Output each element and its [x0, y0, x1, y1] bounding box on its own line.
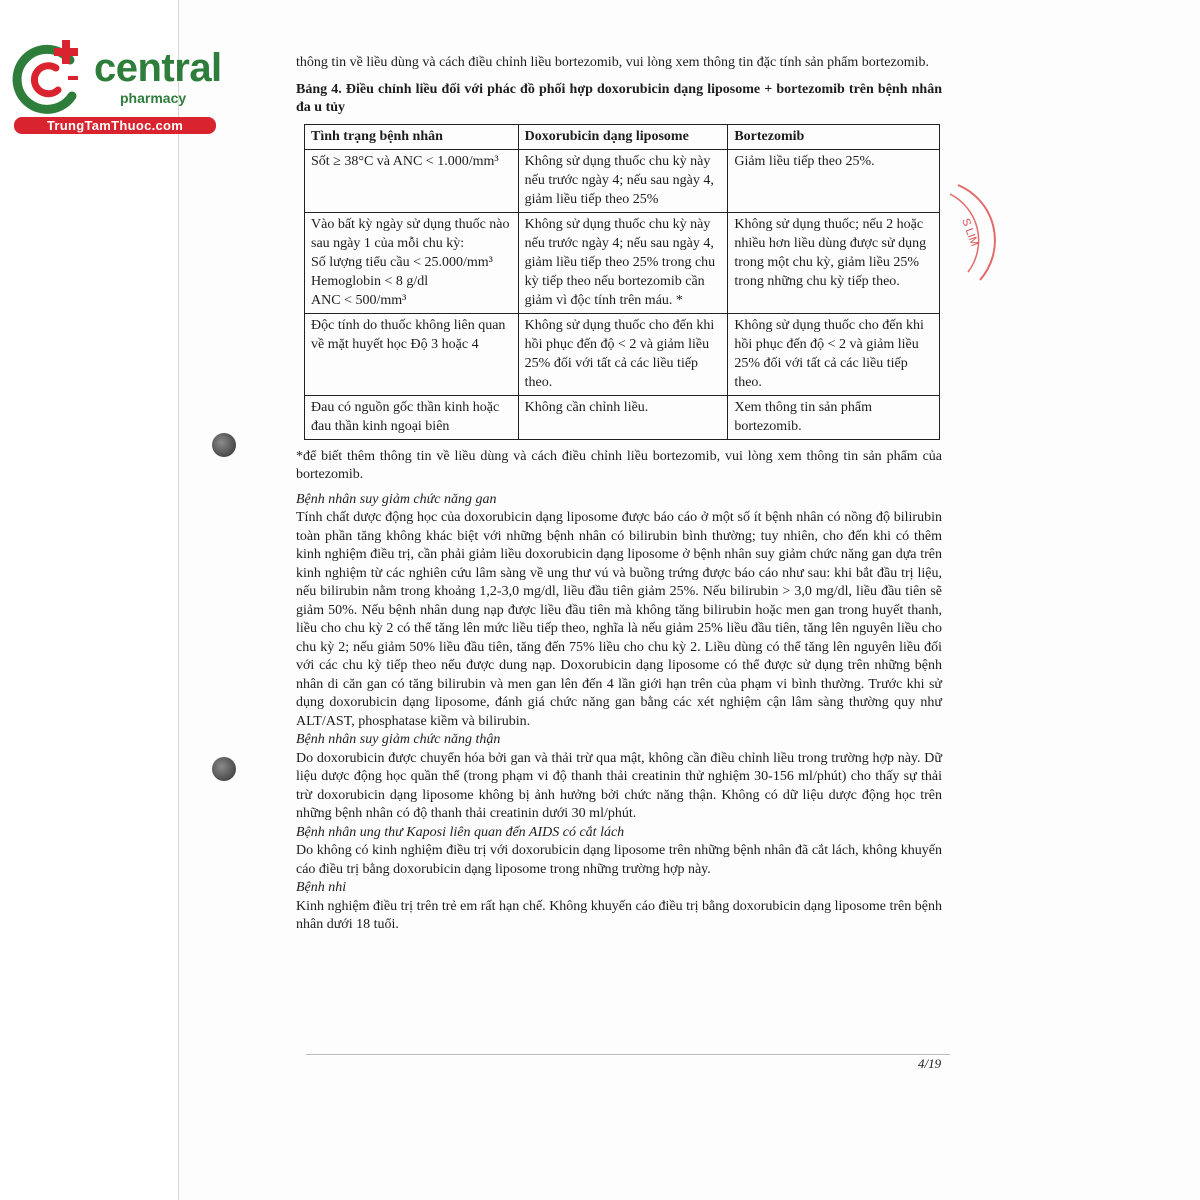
footer-divider — [306, 1054, 950, 1055]
header-patient-status: Tình trạng bệnh nhân — [305, 124, 519, 149]
section-title-renal: Bệnh nhân suy giảm chức năng thận — [296, 732, 501, 747]
stamp-text: S LIM — [959, 216, 981, 249]
section-title-hepatic: Bệnh nhân suy giảm chức năng gan — [296, 491, 497, 507]
logo-website: TrungTamThuoc.com — [14, 117, 216, 134]
status-line: ANC < 500/mm³ — [311, 292, 407, 308]
page-number: 4/19 — [918, 1056, 942, 1071]
cell-status — [305, 313, 519, 395]
section-body-renal: Do doxorubicin được chuyển hóa bởi gan và thải trừ qua mật, không cần điều chỉnh liều trong trường hợp này. Dữ liệu dược động học quần thể (trong phạm vi độ thanh thải creatinin thử nghiệm 30-156 ml/phút) cho thấy sự thải trừ doxorubicin dạng liposome không bị ảnh hưởng bởi chức năng thận. Không có dữ liệu dược động học trên những bệnh nhân có độ thanh thải creatinin dưới 30 ml/phút. — [296, 750, 942, 821]
cell-status — [305, 395, 519, 439]
status-line: Số lượng tiểu cầu < 25.000/mm³ — [311, 254, 493, 270]
section-title-splenectomy: Bệnh nhân ung thư Kaposi liên quan đến AIDS có cắt lách — [296, 824, 625, 840]
section-body-hepatic: Tính chất dược động học của doxorubicin dạng liposome được báo cáo ở một số ít bệnh nhân có nồng độ bilirubin toàn phần tăng không khác biệt với những bệnh nhân có bilirubin bình thường; tuy nhiên, cho đến khi có thêm kinh nghiệm điều trị, cần phải giảm liều doxorubicin dạng liposome ở bệnh nhân suy giảm chức năng gan dựa trên kinh nghiệm từ các nghiên cứu lâm sàng về ung thư vú và buồng trứng được báo cáo như sau: khi bắt đầu trị liệu, nếu bilirubin nằm trong khoảng 1,2-3,0 mg/dl, liều đầu tiên giảm 25%. Nếu bilirubin > 3,0 mg/dl, liều đầu tiên sẽ giảm 50%. Nếu bệnh nhân dung nạp được liều đầu tiên mà không tăng bilirubin hoặc men gan trong huyết thanh, liều cho chu kỳ 2 có thể tăng lên mức liều tiếp theo, nghĩa là nếu giảm 25% liều đầu tiên, tăng lên nguyên liều cho chu kỳ 2; nếu giảm 50% liều đầu tiên, tăng đến 75% liều cho chu kỳ 2. Liều dùng có thể tăng lên nguyên liều đối với các chu kỳ tiếp theo nếu được dung nạp. Doxorubicin dạng liposome có thể được sử dụng trên những bệnh nhân di căn gan có tăng bilirubin và men gan lên đến 4 lần giới hạn trên của phạm vi bình thường. Trước khi sử dụng doxorubicin dạng liposome, đánh giá chức năng gan bằng các xét nghiệm cận lâm sàng thường quy như ALT/AST, phosphatase kiềm và bilirubin. — [296, 510, 942, 729]
cell-doxorubicin: Không cần chỉnh liều. — [518, 395, 728, 439]
status-line: Hemoglobin < 8 g/dl — [311, 273, 429, 289]
status-line: Độc tính do thuốc không liên quan về mặt huyết học Độ 3 hoặc 4 — [311, 317, 506, 352]
central-pharmacy-logo — [8, 38, 222, 138]
table-header-row — [305, 124, 940, 149]
status-line: Đau có nguồn gốc thần kinh hoặc đau thần kinh ngoại biên — [311, 399, 500, 434]
cell-bortezomib: Không sử dụng thuốc; nếu 2 hoặc nhiều hơn liều dùng được sử dụng trong một chu kỳ, giảm liều 25% trong những chu kỳ tiếp theo. — [728, 212, 940, 313]
cell-bortezomib: Xem thông tin sản phẩm bortezomib. — [728, 395, 940, 439]
cell-status — [305, 149, 519, 212]
punch-hole-bottom — [212, 757, 236, 781]
red-stamp — [950, 180, 1010, 290]
cell-bortezomib: Giảm liều tiếp theo 25%. — [728, 149, 940, 212]
logo-brand-text: central — [94, 46, 222, 90]
status-line: Vào bất kỳ ngày sử dụng thuốc nào sau ngày 1 của mỗi chu kỳ: — [311, 216, 510, 251]
status-line: Sốt ≥ 38°C và ANC < 1.000/mm³ — [311, 153, 499, 169]
section-body-pediatric: Kinh nghiệm điều trị trên trẻ em rất hạn chế. Không khuyến cáo điều trị bằng doxorubicin dạng liposome trên bệnh nhân dưới 18 tuổi. — [296, 898, 942, 932]
table-caption: Bảng 4. Điều chỉnh liều đối với phác đồ phối hợp doxorubicin dạng liposome + bortezomib trên bệnh nhân đa u tủy — [296, 81, 942, 115]
cell-status — [305, 212, 519, 313]
header-bortezomib: Bortezomib — [728, 124, 940, 149]
table-row — [305, 395, 940, 439]
left-margin — [0, 0, 178, 1200]
table-row — [305, 212, 940, 313]
intro-paragraph: thông tin về liều dùng và cách điều chỉnh liều bortezomib, vui lòng xem thông tin đặc tính sản phẩm bortezomib. — [296, 55, 929, 70]
cell-doxorubicin: Không sử dụng thuốc cho đến khi hồi phục đến độ < 2 và giảm liều 25% đối với tất cả các liều tiếp theo. — [518, 313, 728, 395]
header-doxorubicin: Doxorubicin dạng liposome — [518, 124, 728, 149]
table-row — [305, 313, 940, 395]
section-body-splenectomy: Do không có kinh nghiệm điều trị với doxorubicin dạng liposome trên những bệnh nhân đã cắt lách, không khuyến cáo điều trị bằng doxorubicin dạng liposome trong những trường hợp này. — [296, 843, 942, 877]
logo-sub-text: pharmacy — [120, 90, 187, 106]
dose-adjustment-table — [304, 124, 940, 440]
cell-doxorubicin: Không sử dụng thuốc chu kỳ này nếu trước ngày 4; nếu sau ngày 4, giảm liều tiếp theo 25% trong chu kỳ tiếp theo nếu bortezomib cần giảm vì độc tính trên máu. * — [518, 212, 728, 313]
section-title-pediatric: Bệnh nhi — [296, 880, 347, 895]
punch-hole-top — [212, 433, 236, 457]
cell-doxorubicin: Không sử dụng thuốc chu kỳ này nếu trước ngày 4; nếu sau ngày 4, giảm liều tiếp theo 25% — [518, 149, 728, 212]
table-footnote: *để biết thêm thông tin về liều dùng và cách điều chỉnh liều bortezomib, vui lòng xem thông tin sản phẩm của bortezomib. — [296, 448, 942, 482]
cell-bortezomib: Không sử dụng thuốc cho đến khi hồi phục đến độ < 2 và giảm liều 25% đối với tất cả các liều tiếp theo. — [728, 313, 940, 395]
pharmacy-cross-icon — [8, 38, 88, 118]
table-row — [305, 149, 940, 212]
document-content — [296, 54, 942, 935]
